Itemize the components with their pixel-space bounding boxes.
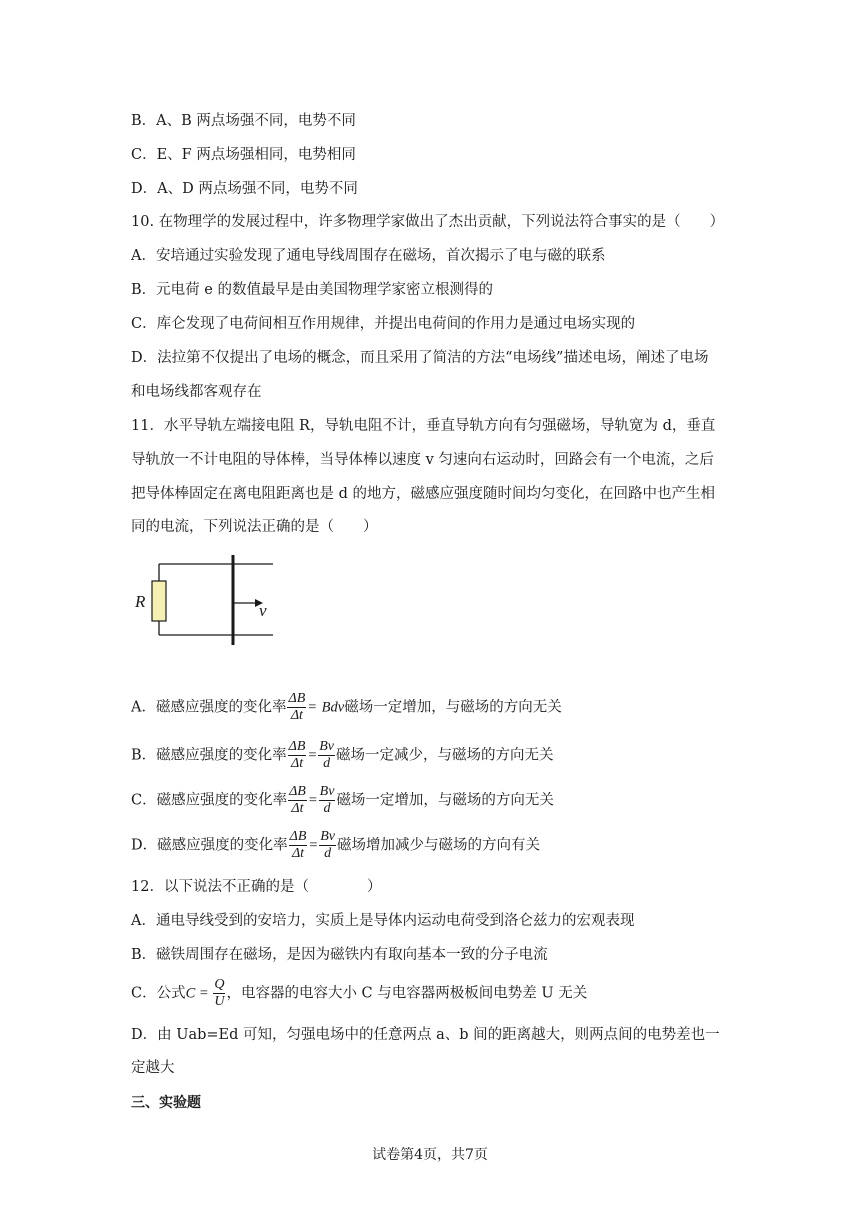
q11-stem-line3: 把导体棒固定在离电阻距离也是 d 的地方，磁感应强度随时间均匀变化，在回路中也产生相 — [131, 486, 715, 502]
fraction-Bv-d: $\frac{Bv}{d}$ — [319, 739, 334, 771]
q12-option-d-line1: D．由 Uab=Ed 可知，匀强电场中的任意两点 a、b 间的距离越大，则两点间的电势差也一 — [131, 1027, 720, 1043]
q10-option-a: A．安培通过实验发现了通电导线周围存在磁场，首次揭示了电与磁的联系 — [131, 248, 606, 264]
q11-option-a: A．磁感应强度的变化率 $\frac{\Delta B}{\Delta t}$ = Bdv磁场一定增加，与磁场的方向无关 — [131, 691, 562, 723]
q9-option-c: C．E、F 两点场强相同，电势相同 — [131, 147, 356, 163]
q10-option-d-line1: D．法拉第不仅提出了电场的概念，而且采用了简洁的方法“电场线”描述电场，阐述了电场 — [131, 350, 709, 366]
q11-option-d: D．磁感应强度的变化率 $\frac{\Delta B}{\Delta t}$ = $\frac{Bv}{d}$ 磁场增加减少与磁场的方向有关 — [131, 829, 540, 861]
q9-option-b: B．A、B 两点场强不同，电势不同 — [131, 113, 356, 129]
fraction-dB-dt: $\frac{\Delta B}{\Delta t}$ — [289, 784, 306, 816]
fraction-Bv-d: $\frac{Bv}{d}$ — [320, 829, 335, 861]
q10-stem: 10. 在物理学的发展过程中，许多物理学家做出了杰出贡献，下列说法符合事实的是（ ） — [131, 214, 725, 230]
circuit-figure — [131, 553, 281, 653]
fraction-dB-dt: $\frac{\Delta B}{\Delta t}$ — [288, 739, 306, 771]
q11-stem-line2: 导轨放一不计电阻的导体棒，当导体棒以速度 v 匀速向右运动时，回路会有一个电流，之后 — [131, 452, 714, 468]
q11-stem-line1: 11．水平导轨左端接电阻 R，导轨电阻不计，垂直导轨方向有匀强磁场，导轨宽为 d，垂直 — [131, 418, 716, 434]
fraction-dB-dt: $\frac{\Delta B}{\Delta t}$ — [288, 691, 306, 723]
fraction-Bv-d: $\frac{Bv}{d}$ — [319, 784, 335, 816]
q9-option-d: D．A、D 两点场强不同，电势不同 — [131, 181, 358, 197]
q12-option-b: B．磁铁周围存在磁场，是因为磁铁内有取向基本一致的分子电流 — [131, 947, 548, 963]
q12-option-d-line2: 定越大 — [131, 1060, 175, 1076]
fraction-Q-U: $\frac{Q}{U}$ — [214, 977, 225, 1009]
resistor-label: R — [135, 592, 146, 611]
q10-option-b: B．元电荷 e 的数值最早是由美国物理学家密立根测得的 — [131, 282, 493, 298]
q10-option-d-line2: 和电场线都客观存在 — [131, 384, 262, 400]
resistor — [152, 581, 166, 621]
page-footer: 试卷第4页，共7页 — [372, 1147, 488, 1163]
q12-option-c: C．公式C = $\frac{Q}{U}$ ，电容器的电容大小 C 与电容器两极板间电势差 U 无关 — [131, 977, 588, 1009]
velocity-label: v — [259, 601, 267, 620]
fraction-dB-dt: $\frac{\Delta B}{\Delta t}$ — [289, 829, 307, 861]
q12-stem: 12．以下说法不正确的是（ ） — [131, 879, 382, 895]
q11-stem-line4: 同的电流，下列说法正确的是（ ） — [131, 519, 378, 535]
q11-option-b: B．磁感应强度的变化率 $\frac{\Delta B}{\Delta t}$ = $\frac{Bv}{d}$ 磁场一定减少，与磁场的方向无关 — [131, 739, 554, 771]
q10-option-c: C．库仑发现了电荷间相互作用规律，并提出电荷间的作用力是通过电场实现的 — [131, 316, 636, 332]
q11-option-c: C．磁感应强度的变化率 $\frac{\Delta B}{\Delta t}$ = $\frac{Bv}{d}$ 磁场一定增加，与磁场的方向无关 — [131, 784, 554, 816]
section-heading-experiment: 三、实验题 — [131, 1095, 201, 1111]
q12-option-a: A．通电导线受到的安培力，实质上是导体内运动电荷受到洛仑兹力的宏观表现 — [131, 913, 635, 929]
